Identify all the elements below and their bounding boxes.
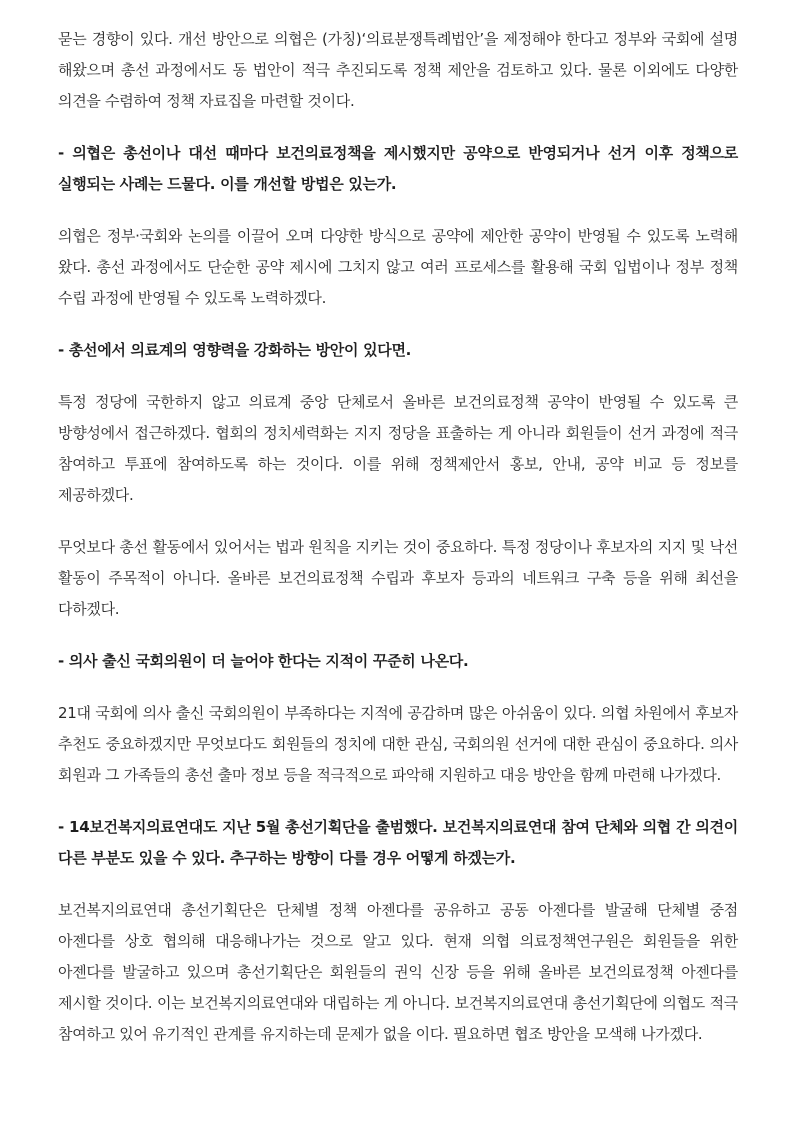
question-4: - 14보건복지의료연대도 지난 5월 총선기획단을 출범했다. 보건복지의료연대 참여 단체와 의협 간 의견이 다른 부분도 있을 수 있다. 추구하는 방향이 다를 경우 어떻게 하겠는가.: [58, 818, 738, 867]
answer-paragraph-3: 특정 정당에 국한하지 않고 의료계 중앙 단체로서 올바른 보건의료정책 공약이 반영될 수 있도록 큰 방향성에서 접근하겠다. 협회의 정치세력화는 지지 정당을 표출하는 게 아니라 회원들이 선거 과정에 적극 참여하고 투표에 참여하도록 하는 것이다. 이를 위해 정책제안서 홍보, 안내, 공약 비교 등 정보를 제공하겠다.: [58, 393, 738, 504]
answer-paragraph-5: 21대 국회에 의사 출신 국회의원이 부족하다는 지적에 공감하며 많은 아쉬움이 있다. 의협 차원에서 후보자 추천도 중요하겠지만 무엇보다도 회원들의 정치에 대한 관심, 국회의원 선거에 대한 관심이 중요하다. 의사 회원과 그 가족들의 총선 출마 정보 등을 적극적으로 파악해 지원하고 대응 방안을 함께 마련해 나가겠다.: [58, 704, 738, 784]
question-1: - 의협은 총선이나 대선 때마다 보건의료정책을 제시했지만 공약으로 반영되거나 선거 이후 정책으로 실행되는 사례는 드물다. 이를 개선할 방법은 있는가.: [58, 144, 738, 193]
question-3: - 의사 출신 국회의원이 더 늘어야 한다는 지적이 꾸준히 나온다.: [58, 652, 469, 670]
answer-paragraph-6: 보건복지의료연대 총선기획단은 단체별 정책 아젠다를 공유하고 공동 아젠다를 발굴해 단체별 중점 아젠다를 상호 협의해 대응해나가는 것으로 알고 있다. 현재 의협 의료정책연구원은 회원들을 위한 아젠다를 발굴하고 있으며 총선기획단은 회원들의 권익 신장 등을 위해 올바른 보건의료정책 아젠다를 제시할 것이다. 이는 보건복지의료연대와 대립하는 게 아니다. 보건복지의료연대 총선기획단에 의협도 적극 참여하고 있어 유기적인 관계를 유지하는데 문제가 없을 이다. 필요하면 협조 방안을 모색해 나가겠다.: [58, 901, 738, 1043]
answer-paragraph-4: 무엇보다 총선 활동에서 있어서는 법과 원칙을 지키는 것이 중요하다. 특정 정당이나 후보자의 지지 및 낙선 활동이 주목적이 아니다. 올바른 보건의료정책 수립과 후보자 등과의 네트워크 구축 등을 위해 최선을 다하겠다.: [58, 538, 738, 618]
document-page: [58, 24, 738, 1071]
answer-paragraph-2: 의협은 정부·국회와 논의를 이끌어 오며 다양한 방식으로 공약에 제안한 공약이 반영될 수 있도록 노력해 왔다. 총선 과정에서도 단순한 공약 제시에 그치지 않고 여러 프로세스를 활용해 국회 입법이나 정부 정책 수립 과정에 반영될 수 있도록 노력하겠다.: [58, 227, 738, 307]
answer-paragraph-1: 묻는 경향이 있다. 개선 방안으로 의협은 (가칭)‘의료분쟁특례법안’을 제정해야 한다고 정부와 국회에 설명 해왔으며 총선 과정에서도 동 법안이 적극 추진되도록 정책 제안을 검토하고 있다. 물론 이외에도 다양한 의견을 수렴하여 정책 자료집을 마련할 것이다.: [58, 30, 738, 110]
question-2: - 총선에서 의료계의 영향력을 강화하는 방안이 있다면.: [58, 341, 412, 359]
